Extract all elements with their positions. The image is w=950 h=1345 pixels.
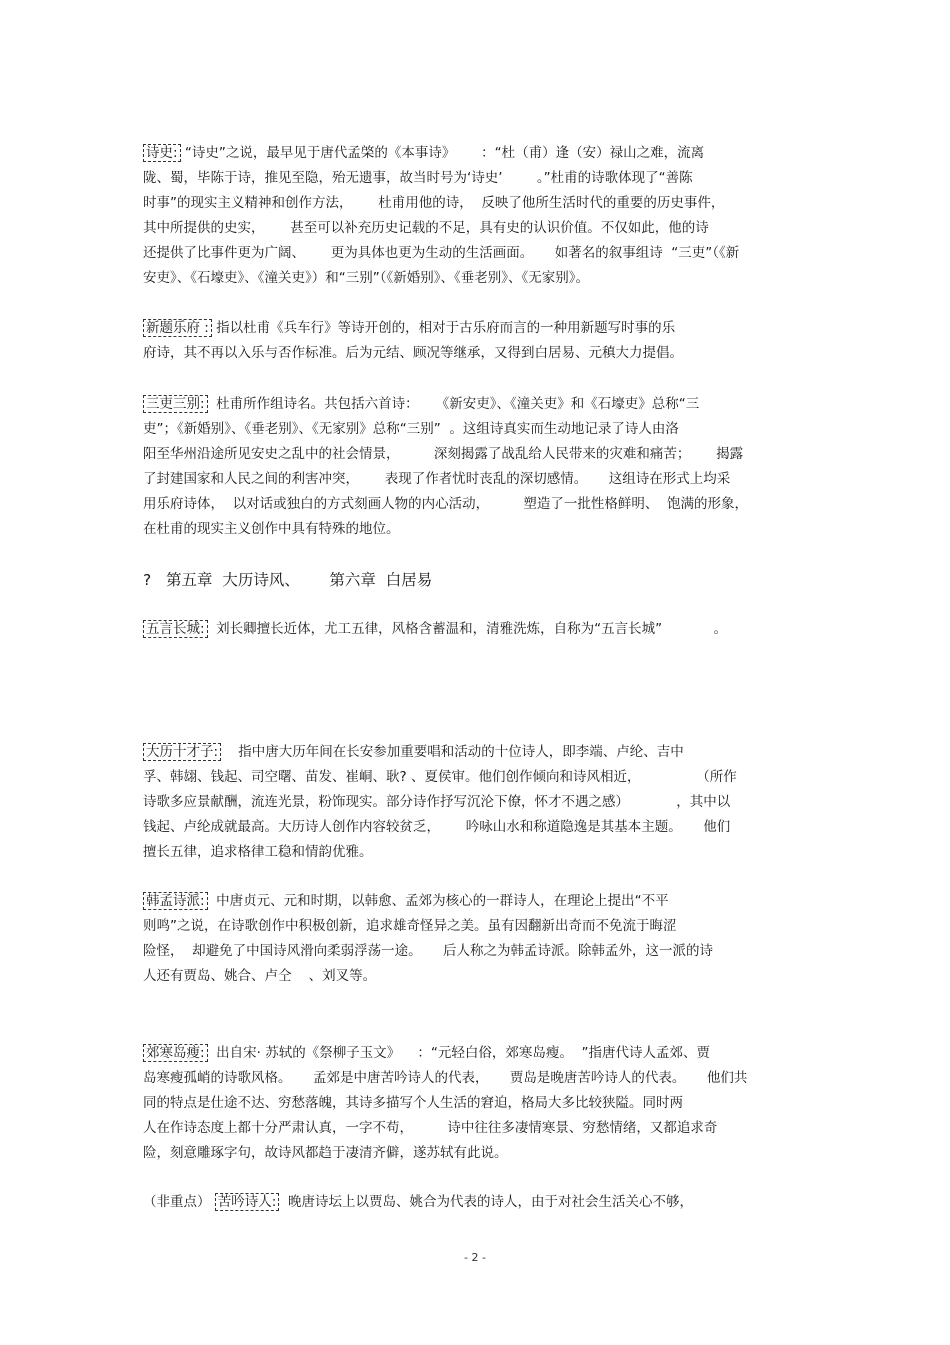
entry-text: 杜甫所作组诗名。共包括六首诗： 《新安吏》、《潼关吏》和《石壕吏》总称“三 xyxy=(207,396,700,412)
term-label: 诗史: xyxy=(143,144,181,162)
entry-text-line: 擅长五律，追求格律工稳和情韵优雅。 xyxy=(143,844,373,860)
entry-text-line: 岛寒瘦孤峭的诗歌风格。 孟郊是中唐苦吟诗人的代表， 贾岛是晚唐苦吟诗人的代表。 他们共 xyxy=(143,1070,748,1086)
term-label: 大历十才子: xyxy=(143,743,221,761)
entry-text-line: 险，刻意雕琢字句，故诗风都趋于凄清齐僻，遂苏轼有此说。 xyxy=(143,1145,508,1161)
entry-text-line: 在杜甫的现实主义创作中具有特殊的地位。 xyxy=(143,521,400,537)
term-label: 三吏三别: xyxy=(143,395,208,413)
entry-shishi-line-0 xyxy=(143,143,704,163)
entry-text-line: 孚、韩翃、钱起、司空曙、苗发、崔峒、耿? 、夏侯审。他们创作倾向和诗风相近， （所作 xyxy=(143,769,737,785)
entry-text-line: 吏”；《新婚别》、《垂老别》、《无家别》总称“三别” 。这组诗真实而生动地记录了诗人由洛 xyxy=(143,421,679,437)
entry-wuyanchangcheng-line-0 xyxy=(143,619,727,639)
entry-text-line: 钱起、卢纶成就最高。大历诗人创作内容较贫乏， 吟咏山水和称道隐逸是其基本主题。 他们 xyxy=(143,819,731,835)
term-label: 新题乐府 : xyxy=(143,319,212,337)
entry-text-line: 人在作诗态度上都十分严肃认真，一字不苟， 诗中往往多凄情寒景、穷愁情绪，又都追求奇 xyxy=(143,1120,718,1136)
chapter-heading: ? 第五章 大历诗风、 第六章 白居易 xyxy=(143,571,433,589)
entry-text-line: 安吏》、《石壕吏》、《潼关吏》）和“三别”（《新婚别》、《垂老别》、《无家别》。 xyxy=(143,270,589,286)
entry-text-line: 同的特点是仕途不达、穷愁落魄，其诗多描写个人生活的窘迫，格局大多比较狭隘。同时两 xyxy=(143,1095,683,1111)
entry-prefix: （非重点） xyxy=(143,1194,211,1210)
entry-text-line: 险怪， 却避免了中国诗风滑向柔弱浮荡一途。 后人称之为韩孟诗派。除韩孟外，这一派的诗 xyxy=(143,943,714,959)
entry-text: 中唐贞元、元和时期，以韩愈、孟郊为核心的一群诗人，在理论上提出“不平 xyxy=(207,893,669,909)
entry-text: 晚唐诗坛上以贾岛、姚合为代表的诗人，由于对社会生活关心不够， xyxy=(279,1194,693,1210)
entry-text-line: 其中所提供的史实， 甚至可以补充历史记载的不足，具有史的认识价值。不仅如此，他的诗 xyxy=(143,220,709,236)
entry-text: 出自宋· 苏轼的《祭柳子玉文》 ：“元轻白俗，郊寒岛瘦。 ”指唐代诗人孟郊、贾 xyxy=(207,1045,710,1061)
term-label: 郊寒岛瘦: xyxy=(143,1044,208,1062)
term-label: 韩孟诗派: xyxy=(143,892,208,910)
entry-text-line: 府诗，其不再以入乐与否作标准。后为元结、顾况等继承，又得到白居易、元稹大力提倡。 xyxy=(143,345,683,361)
entry-jiaohandaoshou-line-0 xyxy=(143,1043,710,1063)
entry-text: 指以杜甫《兵车行》等诗开创的，相对于古乐府而言的一种用新题写时事的乐 xyxy=(211,320,676,336)
entry-text-line: 用乐府诗体， 以对话或独白的方式刻画人物的内心活动， 塑造了一批性格鲜明、 饱满的形象， xyxy=(143,496,748,512)
page-number: - 2 - xyxy=(464,1251,486,1264)
entry-text-line: 了封建国家和人民之间的利害冲突， 表现了作者忧时丧乱的深切感情。 这组诗在形式上均采 xyxy=(143,471,731,487)
entry-xintiyuefu-line-0 xyxy=(143,318,675,338)
entry-text-line: 还提供了比事件更为广阔、 更为具体也更为生动的生活画面。 如著名的叙事组诗 “三吏”（《新 xyxy=(143,245,740,261)
term-label: 苦吟诗人: xyxy=(215,1193,280,1211)
entry-text-line: 则鸣”之说，在诗歌创作中积极创新，追求雄奇怪异之美。虽有因翻新出奇而不免流于晦涩 xyxy=(143,918,677,934)
entry-dalishicaizi-line-0 xyxy=(143,742,684,762)
entry-text-line: 陇、蜀，毕陈于诗，推见至隐，殆无遗事，故当时号为‘诗史’ 。”杜甫的诗歌体现了“善陈 xyxy=(143,170,693,186)
entry-hanmengshipai-line-0 xyxy=(143,891,669,911)
entry-text-line: 时事”的现实主义精神和创作方法， 杜甫用他的诗， 反映了他所生活时代的重要的历史事件， xyxy=(143,195,725,211)
entry-text: 指中唐大历年间在长安参加重要唱和活动的十位诗人，即李端、卢纶、吉中 xyxy=(221,744,684,760)
term-label: 五言长城: xyxy=(143,620,208,638)
entry-text: “诗史”之说，最早见于唐代孟棨的《本事诗》 ：“杜（甫）逢（安）禄山之难，流离 xyxy=(180,145,705,161)
entry-text-line: 阳至华州沿途所见安史之乱中的社会情景， 深刻揭露了战乱给人民带来的灾难和痛苦； 揭露 xyxy=(143,446,744,462)
entry-sanlisanbie-line-0 xyxy=(143,394,699,414)
entry-text-line: 人还有贾岛、姚合、卢仝 、刘叉等。 xyxy=(143,968,377,984)
entry-text: 刘长卿擅长近体，尤工五律，风格含蓄温和，清雅洗炼，自称为“五言长城” 。 xyxy=(207,621,728,637)
entry-text-line: 诗歌多应景献酬，流连光景，粉饰现实。部分诗作抒写沉沦下僚，怀才不遇之感） ，其中以 xyxy=(143,794,731,810)
entry-kuyinshiren-line-0 xyxy=(143,1192,693,1212)
